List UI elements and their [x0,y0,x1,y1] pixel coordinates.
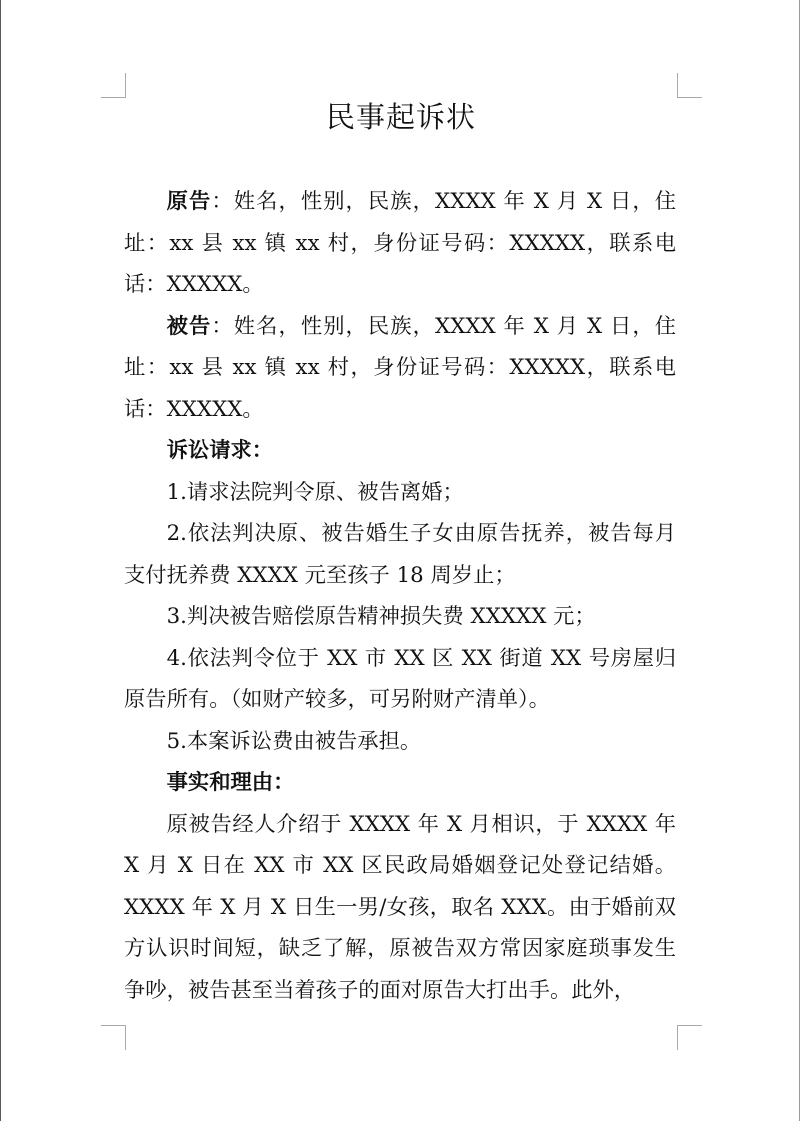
crop-mark-bottom-left [101,1025,126,1050]
defendant-label: 被告 [166,313,212,339]
plaintiff-paragraph [124,181,676,306]
document-body [124,181,676,1011]
crop-mark-top-right [677,73,702,98]
defendant-text: ：姓名，性别，民族，XXXX 年 X 月 X 日，住址：xx 县 xx 镇 xx 村，身份证号码：XXXXX，联系电话：XXXXX。 [124,313,676,422]
facts-heading: 事实和理由： [166,770,295,795]
claim-item-1: 1.请求法院判令原、被告离婚； [166,479,464,505]
claim-item-3: 3.判决被告赔偿原告精神损失费 XXXXX 元； [166,604,596,629]
document-title: 民事起诉状 [325,100,476,134]
defendant-paragraph [124,306,676,431]
crop-mark-top-left [101,73,126,98]
claims-heading: 诉讼请求： [166,438,274,463]
crop-mark-bottom-right [677,1025,702,1050]
claim-item-4: 4.依法判令位于 XX 市 XX 区 XX 街道 XX 号房屋归原告所有。（如财产较多，可另附财产清单）。 [124,645,676,712]
claim-item-2: 2.依法判决原、被告婚生子女由原告抚养，被告每月支付抚养费 XXXX 元至孩子 18 周岁止； [124,521,676,588]
plaintiff-label: 原告 [166,189,212,214]
facts-paragraph: 原被告经人介绍于 XXXX 年 X 月相识，于 XXXX 年 X 月 X 日在 XX 市 XX 区民政局婚姻登记处登记结婚。XXXX 年 X 月 X 日生一男/女孩，取名 XXX。由于婚前双方认识时间短，缺乏了解，原被告双方常因家庭琐事发生争吵，被告甚至当着孩子的面对原告大打出手。此外， [124,811,676,1003]
claim-item-5: 5.本案诉讼费由被告承担。 [166,728,422,754]
plaintiff-text: ：姓名，性别，民族，XXXX 年 X 月 X 日，住址：xx 县 xx 镇 xx 村，身份证号码：XXXXX，联系电话：XXXXX。 [124,189,676,297]
